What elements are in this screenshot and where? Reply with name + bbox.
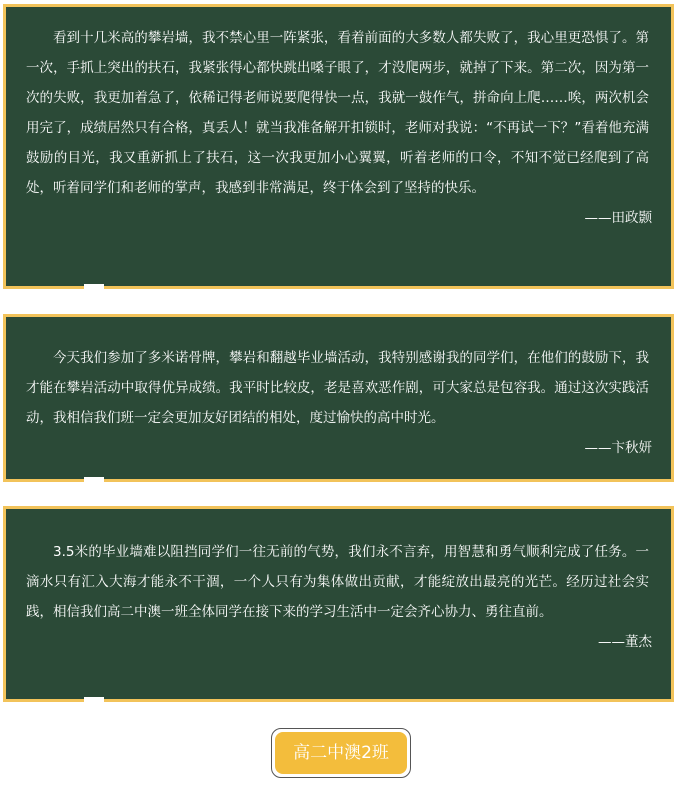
chalk-piece bbox=[84, 697, 104, 702]
blackboard-entry-3 bbox=[3, 506, 674, 702]
entry-signature: ——董杰 bbox=[598, 634, 652, 650]
entry-text: 今天我们参加了多米诺骨牌，攀岩和翻越毕业墙活动，我特别感谢我的同学们，在他们的鼓励下，我才能在攀岩活动中取得优异成绩。我平时比较皮，老是喜欢恶作剧，可大家总是包容我。通过这次实践活动，我相信我们班一定会更加友好团结的相处，度过愉快的高中时光。 bbox=[26, 350, 649, 426]
entry-signature: ——田政颢 bbox=[584, 210, 652, 226]
class-label-frame bbox=[271, 728, 411, 778]
chalk-piece bbox=[84, 284, 104, 289]
class-label-button[interactable]: 高二中澳2班 bbox=[275, 732, 407, 774]
entry-signature: ——卞秋妍 bbox=[584, 440, 652, 456]
chalk-piece bbox=[84, 477, 104, 482]
blackboard-entry-1 bbox=[3, 4, 674, 289]
entry-text: 看到十几米高的攀岩墙，我不禁心里一阵紧张，看着前面的大多数人都失败了，我心里更恐惧了。第一次，手抓上突出的扶石，我紧张得心都快跳出嗓子眼了，才没爬两步，就掉了下来。第二次，因为第一次的失败，我更加着急了，依稀记得老师说要爬得快一点，我就一鼓作气，拼命向上爬……唉，两次机会用完了，成绩居然只有合格，真丢人！就当我准备解开扣锁时，老师对我说：“不再试一下？”看着他充满鼓励的目光，我又重新抓上了扶石，这一次我更加小心翼翼，听着老师的口令，不知不觉已经爬到了高处，听着同学们和老师的掌声，我感到非常满足，终于体会到了坚持的快乐。 bbox=[26, 30, 649, 196]
blackboard-entry-2 bbox=[3, 314, 674, 482]
entry-text: 3.5米的毕业墙难以阻挡同学们一往无前的气势，我们永不言弃，用智慧和勇气顺利完成了任务。一滴水只有汇入大海才能永不干涸，一个人只有为集体做出贡献，才能绽放出最亮的光芒。经历过社会实践，相信我们高二中澳一班全体同学在接下来的学习生活中一定会齐心协力、勇往直前。 bbox=[26, 544, 649, 620]
